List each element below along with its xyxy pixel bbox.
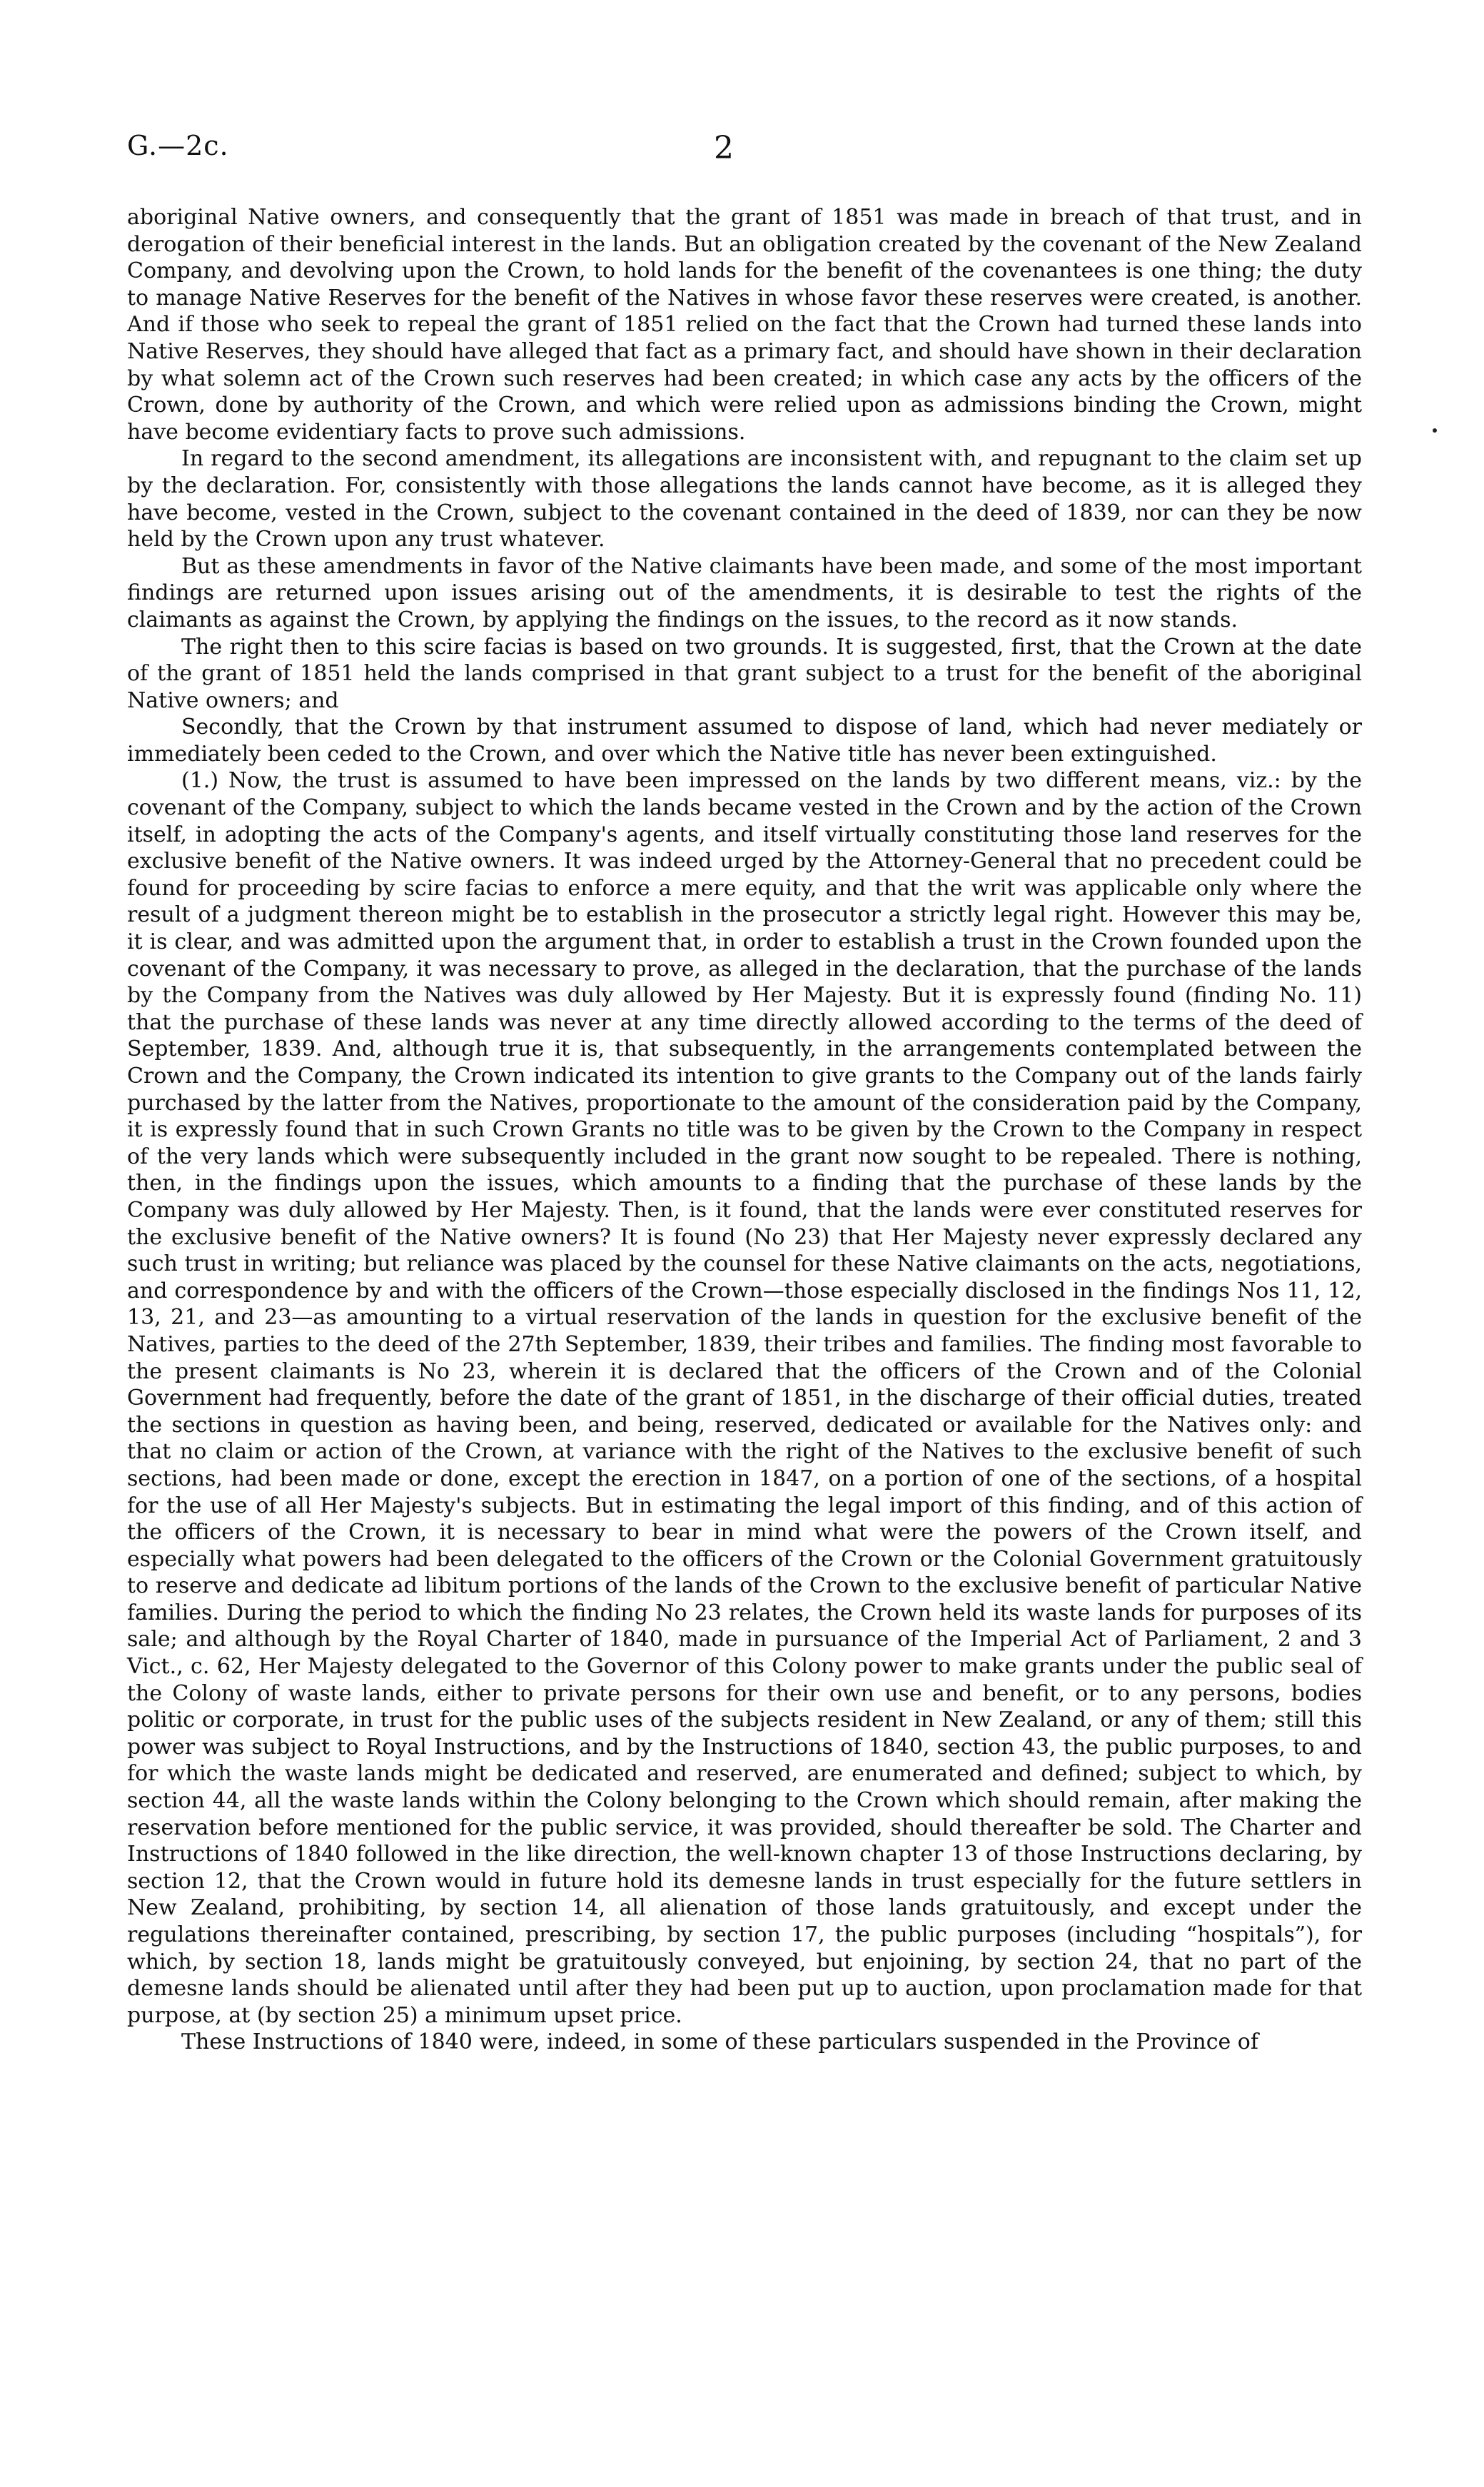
- paragraph: But as these amendments in favor of the Native claimants have been made, and some of the most important findings are returned upon issues arising out of the amendments, it is desirable to test the rights of the claimants as against the Crown, by applying the findings on the issues, to the record as it now stands.: [127, 553, 1362, 632]
- document-reference: G.—2c.: [127, 130, 229, 161]
- page-number: 2: [714, 130, 734, 166]
- body-text: [127, 204, 1362, 2056]
- paragraph: In regard to the second amendment, its allegations are inconsistent with, and repugnant to the claim set up by the declaration. For, consistently with those allegations the lands cannot have become, as it is alleged they have become, vested in the Crown, subject to the covenant contained in the deed of 1839, nor can they be now held by the Crown upon any trust whatever.: [127, 446, 1362, 553]
- paragraph: These Instructions of 1840 were, indeed, in some of these particulars suspended in the Province of: [181, 2029, 1258, 2055]
- paragraph: The right then to this scire facias is based on two grounds. It is suggested, first, that the Crown at the date of the grant of 1851 held the lands comprised in that grant subject to a trust for the benefit of the aboriginal Native owners; and: [127, 634, 1362, 713]
- page-header: [127, 130, 1362, 173]
- paragraph: aboriginal Native owners, and consequently that the grant of 1851 was made in breach of that trust, and in derogation of their beneficial interest in the lands. But an obligation created by the covenant of the New Zealand Company, and devolving upon the Crown, to hold lands for the benefit of the covenantees is one thing; the duty to manage Native Reserves for the benefit of the Natives in whose favor these reserves were created, is another. And if those who seek to repeal the grant of 1851 relied on the fact that the Crown had turned these lands into Native Reserves, they should have alleged that fact as a primary fact, and should have shown in their declaration by what solemn act of the Crown such reserves had been created; in which case any acts by the officers of the Crown, done by authority of the Crown, and which were relied upon as admissions binding the Crown, might have become evidentiary facts to prove such admissions.: [127, 205, 1362, 445]
- margin-mark: [1433, 428, 1437, 433]
- paragraph: Secondly, that the Crown by that instrument assumed to dispose of land, which had never mediately or immediately been ceded to the Crown, and over which the Native title has never been extinguished.: [127, 715, 1362, 767]
- paragraph: (1.) Now, the trust is assumed to have been impressed on the lands by two different means, viz.: by the covenant of the Company, subject to which the lands became vested in the Crown and by the action of the Crown itself, in adopting the acts of the Company's agents, and itself virtually constituting those land reserves for the exclusive benefit of the Native owners. It was indeed urged by the Attorney-General that no precedent could be found for proceeding by scire facias to enforce a mere equity, and that the writ was applicable only where the result of a judgment thereon might be to establish in the prosecutor a strictly legal right. However this may be, it is clear, and was admitted upon the argument that, in order to establish a trust in the Crown founded upon the covenant of the Company, it was necessary to prove, as alleged in the declaration, that the purchase of the lands by the Company from the Natives was duly allowed by Her Majesty. But it is expressly found (finding No. 11) that the purchase of these lands was never at any time directly allowed according to the terms of the deed of September, 1839. And, although true it is, that subsequently, in the arrangements contemplated between the Crown and the Company, the Crown indicated its intention to give grants to the Company out of the lands fairly purchased by the latter from the Natives, proportionate to the amount of the consideration paid by the Company, it is expressly found that in such Crown Grants no title was to be given by the Crown to the Company in respect of the very lands which were subsequently included in the grant now sought to be repealed. There is nothing, then, in the findings upon the issues, which amounts to a finding that the purchase of these lands by the Company was duly allowed by Her Majesty. Then, is it found, that the lands were ever constituted reserves for the exclusive benefit of the Native owners? It is found (No 23) that Her Majesty never expressly declared any such trust in writing; but reliance was placed by the counsel for these Native claimants on the acts, negotiations, and correspondence by and with the officers of the Crown—those especially disclosed in the findings Nos 11, 12, 13, 21, and 23—as amounting to a virtual reservation of the lands in question for the exclusive benefit of the Natives, parties to the deed of the 27th September, 1839, their tribes and families. The finding most favorable to the present claimants is No 23, wherein it is declared that the officers of the Crown and of the Colonial Government had frequently, before the date of the grant of 1851, in the discharge of their official duties, treated the sections in question as having been, and being, reserved, dedicated or available for the Natives only: and that no claim or action of the Crown, at variance with the right of the Natives to the exclusive benefit of such sections, had been made or done, except the erection in 1847, on a portion of one of the sections, of a hospital for the use of all Her Majesty's subjects. But in estimating the legal import of this finding, and of this action of the officers of the Crown, it is necessary to bear in mind what were the powers of the Crown itself, and especially what powers had been delegated to the officers of the Crown or the Colonial Government gratuitously to reserve and dedicate ad libitum portions of the lands of the Crown to the exclusive benefit of particular Native families. During the period to which the finding No 23 relates, the Crown held its waste lands for purposes of its sale; and although by the Royal Charter of 1840, made in pursuance of the Imperial Act of Parliament, 2 and 3 Vict., c. 62, Her Majesty delegated to the Governor of this Colony power to make grants under the public seal of the Colony of waste lands, either to private persons for their own use and benefit, or to any persons, bodies politic or corporate, in trust for the public uses of the subjects resident in New Zealand, or any of them; still this power was subject to Royal Instructions, and by the Instructions of 1840, section 43, the public purposes, to and for which the waste lands might be dedicated and reserved, are enumerated and defined; subject to which, by section 44, all the waste lands within the Colony belonging to the Crown which should remain, after making the reservation before mentioned for the public service, it was provided, should thereafter be sold. The Charter and Instructions of 1840 followed in the like direction, the well-known chapter 13 of those Instructions declaring, by section 12, that the Crown would in future hold its demesne lands in trust especially for the future settlers in New Zealand, prohibiting, by section 14, all alienation of those lands gratuitously, and except under the regulations thereinafter contained, prescribing, by section 17, the public purposes (including “hospitals”), for which, by section 18, lands might be gratuitously conveyed, but enjoining, by section 24, that no part of the demesne lands should be alienated until after they had been put up to auction, upon proclamation made for that purpose, at (by section 25) a minimum upset price.: [127, 768, 1362, 2028]
